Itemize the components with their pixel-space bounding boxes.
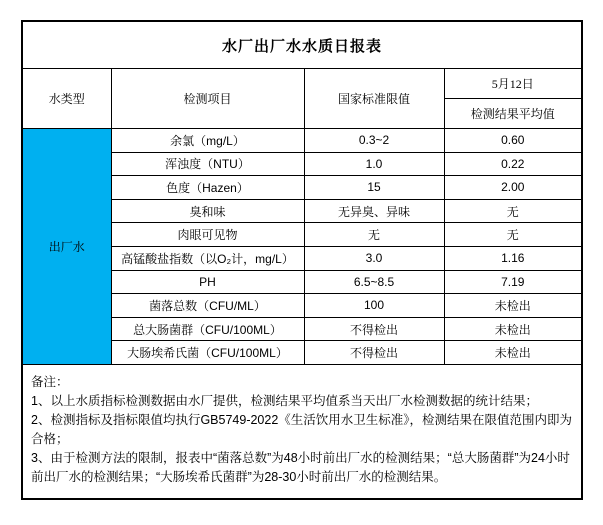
cell-limit: 3.0 — [304, 246, 444, 270]
header-water-type: 水类型 — [23, 69, 111, 129]
cell-item: 菌落总数（CFU/ML） — [111, 294, 304, 318]
water-type-cell: 出厂水 — [23, 129, 111, 365]
cell-item: 色度（Hazen） — [111, 176, 304, 200]
cell-result: 无 — [444, 223, 581, 247]
cell-limit: 0.3~2 — [304, 129, 444, 153]
cell-item: 大肠埃希氏菌（CFU/100ML） — [111, 341, 304, 365]
report-table-body — [23, 129, 581, 365]
cell-limit: 15 — [304, 176, 444, 200]
header-limit: 国家标准限值 — [304, 69, 444, 129]
header-result: 检测结果平均值 — [444, 99, 581, 129]
cell-result: 0.60 — [444, 129, 581, 153]
notes-section — [23, 365, 581, 498]
cell-limit: 无 — [304, 223, 444, 247]
cell-limit: 不得检出 — [304, 341, 444, 365]
header-date: 5月12日 — [444, 69, 581, 99]
cell-item: 余氯（mg/L） — [111, 129, 304, 153]
note-line: 2、检测指标及指标限值均执行GB5749-2022《生活饮用水卫生标准》，检测结果在限值范围内即为合格； — [31, 412, 573, 446]
cell-limit: 6.5~8.5 — [304, 270, 444, 294]
cell-limit: 不得检出 — [304, 317, 444, 341]
header-row-1 — [23, 69, 581, 99]
cell-result: 未检出 — [444, 294, 581, 318]
cell-item: 高锰酸盐指数（以O₂计，mg/L） — [111, 246, 304, 270]
cell-result: 0.22 — [444, 152, 581, 176]
table-row — [23, 129, 581, 153]
cell-result: 无 — [444, 199, 581, 223]
cell-result: 2.00 — [444, 176, 581, 200]
table-header — [23, 69, 581, 129]
cell-limit: 无异臭、异味 — [304, 199, 444, 223]
cell-item: 总大肠菌群（CFU/100ML） — [111, 317, 304, 341]
water-quality-table — [23, 69, 581, 365]
header-item: 检测项目 — [111, 69, 304, 129]
cell-item: 臭和味 — [111, 199, 304, 223]
cell-limit: 100 — [304, 294, 444, 318]
cell-item: PH — [111, 270, 304, 294]
report-sheet — [21, 20, 583, 500]
cell-item: 浑浊度（NTU） — [111, 152, 304, 176]
cell-result: 未检出 — [444, 317, 581, 341]
report-title: 水厂出厂水水质日报表 — [23, 22, 581, 69]
cell-result: 1.16 — [444, 246, 581, 270]
cell-result: 未检出 — [444, 341, 581, 365]
note-line: 3、由于检测方法的限制，报表中“菌落总数”为48小时前出厂水的检测结果；“总大肠菌群”为24小时前出厂水的检测结果；“大肠埃希氏菌群”为28-30小时前出厂水的检测结果。 — [31, 450, 570, 484]
cell-limit: 1.0 — [304, 152, 444, 176]
cell-result: 7.19 — [444, 270, 581, 294]
notes-label: 备注： — [31, 374, 69, 389]
cell-item: 肉眼可见物 — [111, 223, 304, 247]
note-line: 1、以上水质指标检测数据由水厂提供，检测结果平均值系当天出厂水检测数据的统计结果； — [31, 393, 538, 408]
